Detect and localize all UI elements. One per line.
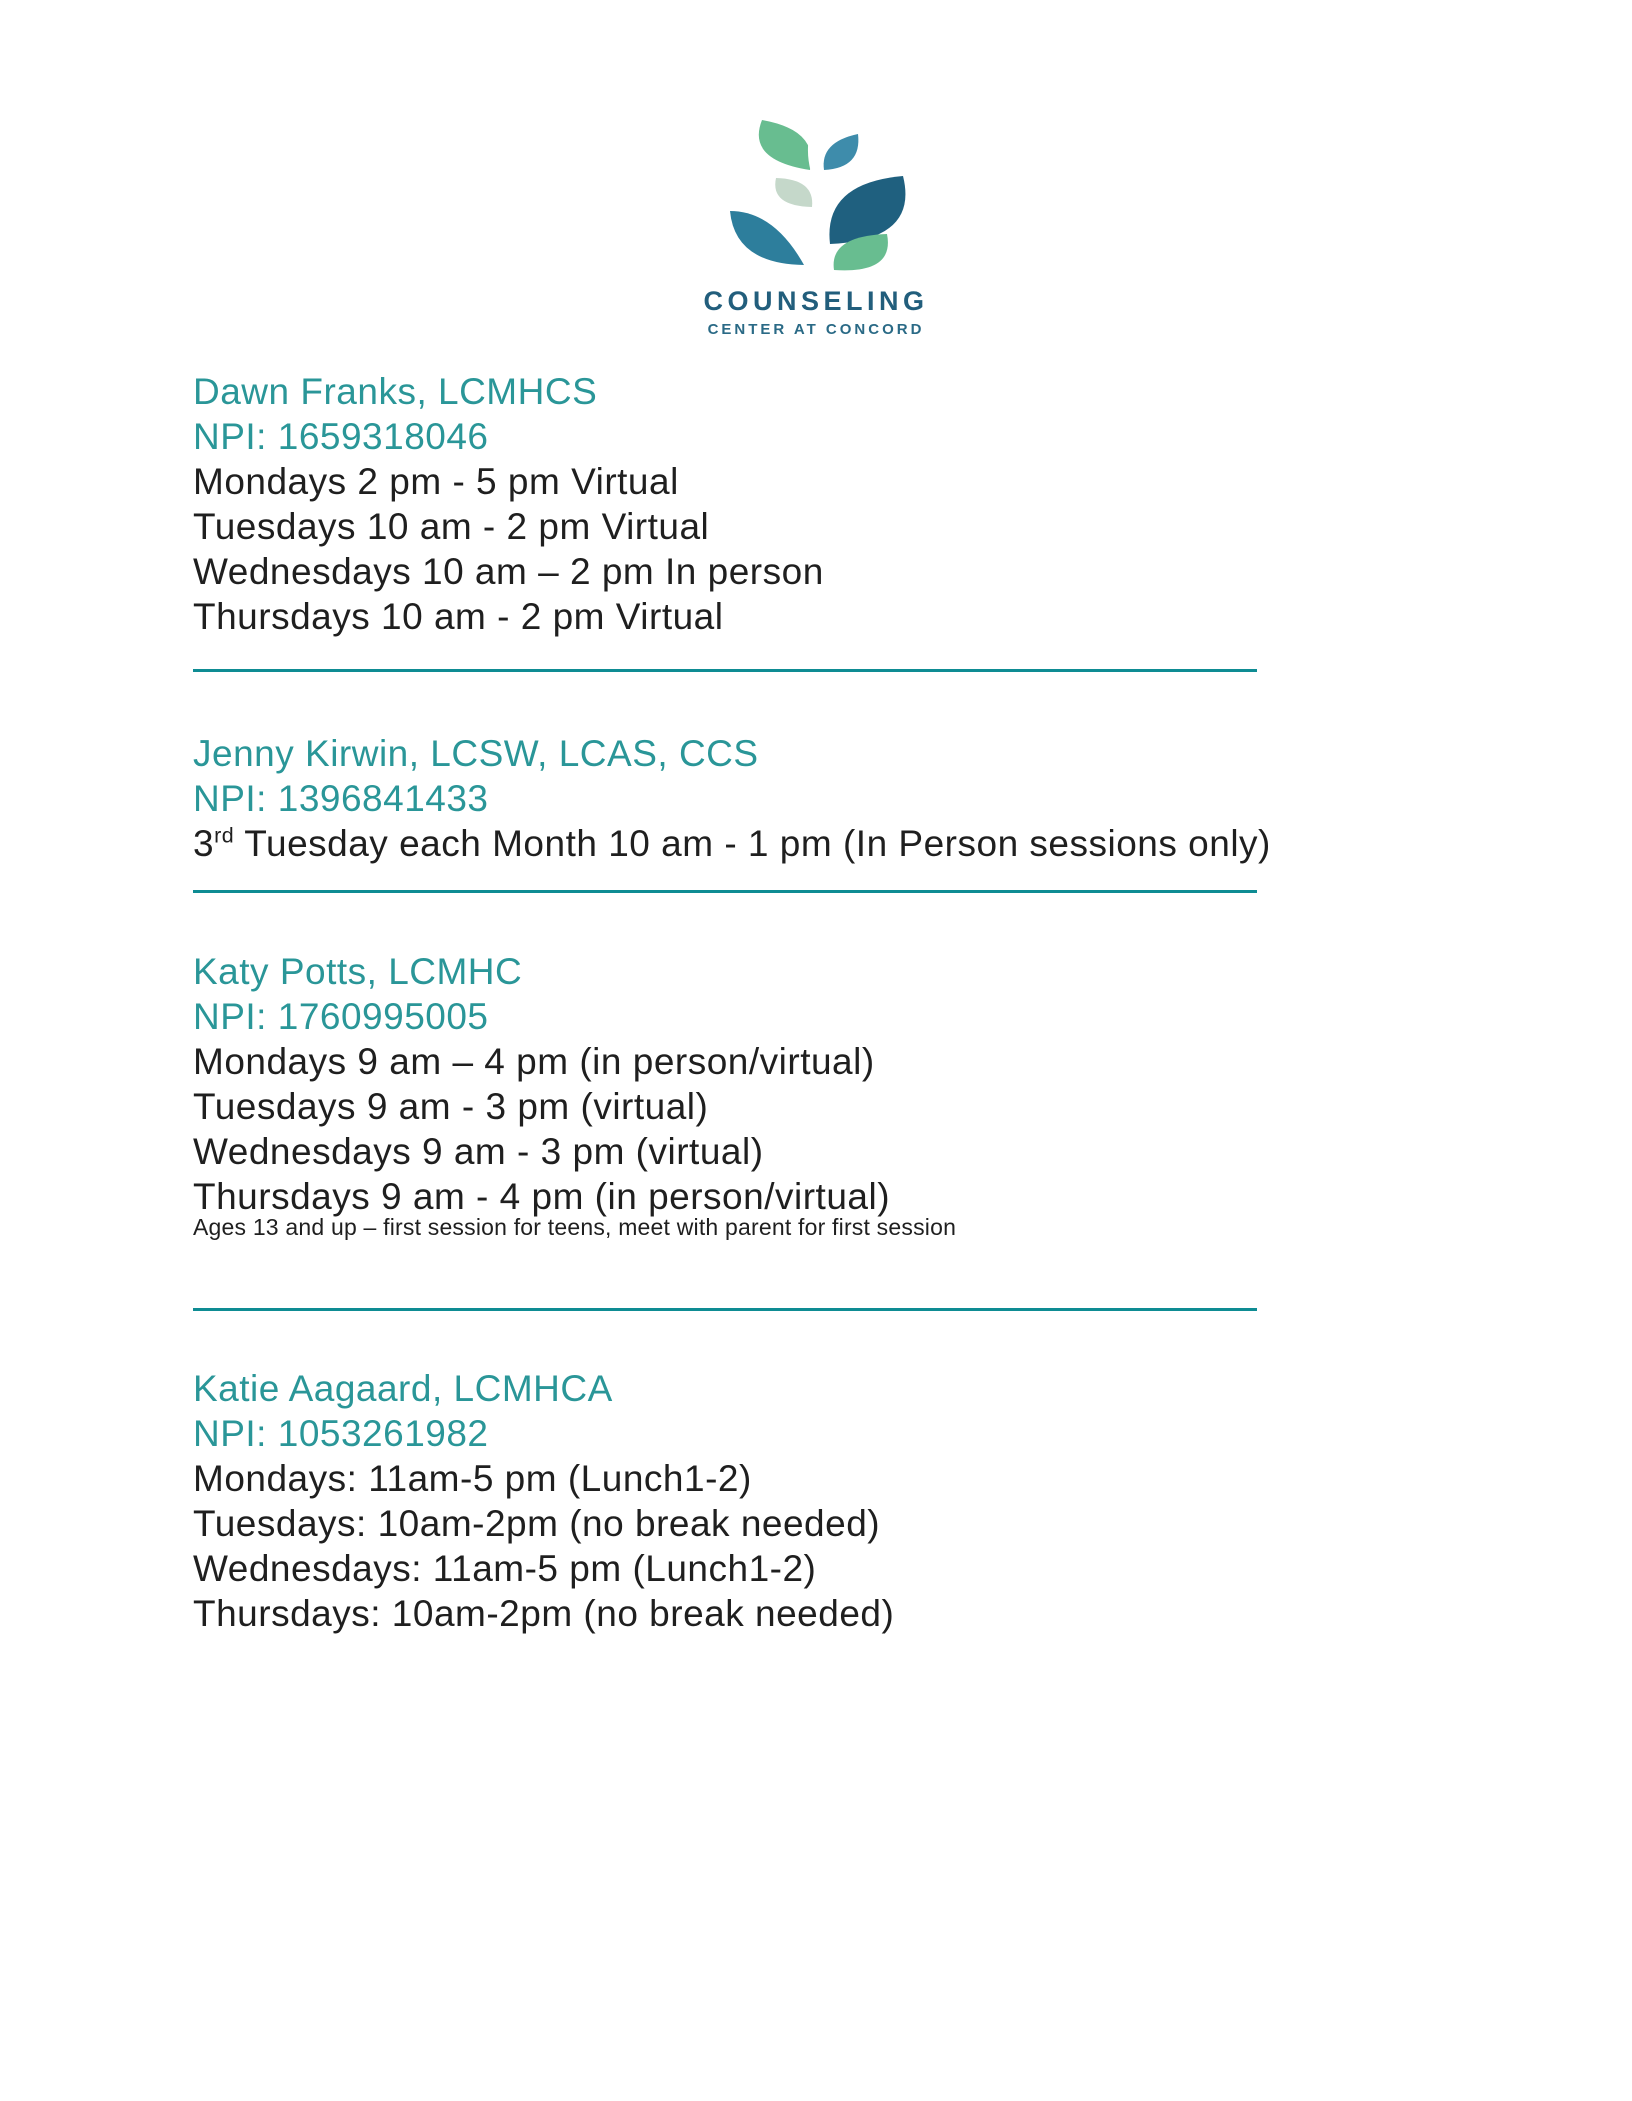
age-policy-note: Ages 13 and up – first session for teens, meet with parent for first session [193, 1214, 957, 1240]
schedule-line: Tuesdays: 10am-2pm (no break needed) [193, 1503, 881, 1544]
counselor-section-jenny-kirwin [193, 731, 1463, 866]
schedule-line: Tuesdays 9 am - 3 pm (virtual) [193, 1086, 709, 1127]
schedule-line: Wednesdays 10 am – 2 pm In person [193, 551, 824, 592]
schedule-line: Thursdays: 10am-2pm (no break needed) [193, 1593, 895, 1634]
schedule-line: Thursdays 10 am - 2 pm Virtual [193, 596, 724, 637]
ordinal-suffix: rd [214, 823, 235, 848]
counselor-section-katy-potts [193, 949, 1463, 1244]
ordinal-number: 3 [193, 823, 215, 864]
section-divider [193, 669, 1257, 672]
schedule-line: Wednesdays: 11am-5 pm (Lunch1-2) [193, 1548, 817, 1589]
counselor-name: Katy Potts, LCMHC [193, 951, 523, 992]
counselor-name: Dawn Franks, LCMHCS [193, 371, 598, 412]
schedule-line: Wednesdays 9 am - 3 pm (virtual) [193, 1131, 764, 1172]
leaves-plant-icon [726, 112, 906, 272]
logo-tagline: CENTER AT CONCORD [707, 321, 925, 338]
schedule-line [193, 821, 1463, 866]
schedule-line: Mondays: 11am-5 pm (Lunch1-2) [193, 1458, 752, 1499]
counselor-name: Jenny Kirwin, LCSW, LCAS, CCS [193, 733, 759, 774]
npi-number: NPI: 1053261982 [193, 1413, 489, 1454]
counselor-name: Katie Aagaard, LCMHCA [193, 1368, 613, 1409]
counselor-section-katie-aagaard [193, 1366, 1463, 1636]
schedule-text: Tuesday each Month 10 am - 1 pm (In Person sessions only) [234, 823, 1271, 864]
npi-number: NPI: 1760995005 [193, 996, 489, 1037]
counselor-section-dawn-franks [193, 369, 1463, 639]
logo-wordmark: COUNSELING [703, 286, 929, 316]
section-divider [193, 1308, 1257, 1311]
section-divider [193, 890, 1257, 893]
npi-number: NPI: 1659318046 [193, 416, 489, 457]
schedule-line: Thursdays 9 am - 4 pm (in person/virtual) [193, 1176, 891, 1217]
schedule-line: Mondays 2 pm - 5 pm Virtual [193, 461, 679, 502]
schedule-line: Tuesdays 10 am - 2 pm Virtual [193, 506, 710, 547]
logo [0, 112, 1632, 337]
schedule-line: Mondays 9 am – 4 pm (in person/virtual) [193, 1041, 875, 1082]
npi-number: NPI: 1396841433 [193, 778, 489, 819]
